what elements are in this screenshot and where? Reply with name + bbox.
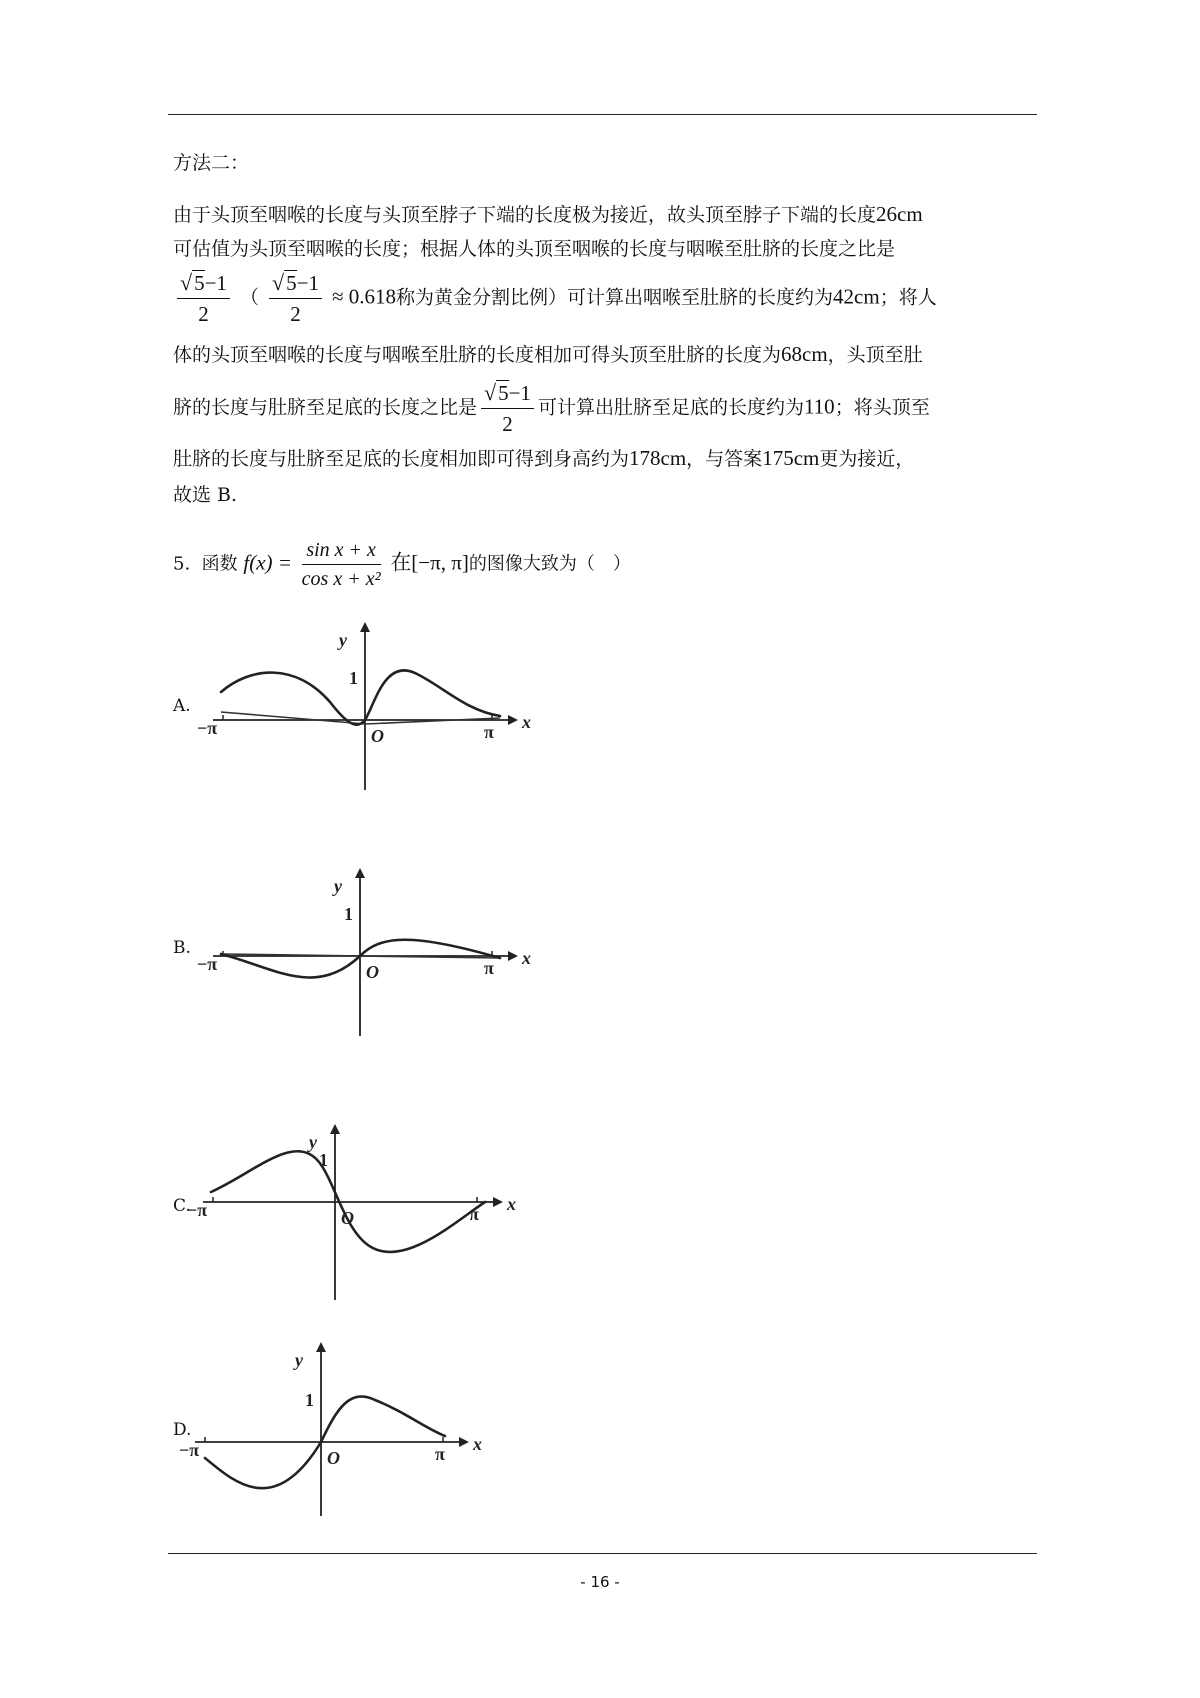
tick-label-one: 1 — [349, 668, 358, 688]
y-axis-arrow — [360, 622, 370, 632]
text-segment: 称为黄金分割比例）可计算出咽喉至肚脐的长度约为 — [396, 286, 834, 309]
golden-ratio-fraction-3: $\frac{√5-1}{2}$ — [481, 378, 534, 439]
minus-one: −1 — [508, 381, 531, 405]
graph-svg — [195, 612, 531, 792]
y-axis-arrow — [355, 868, 365, 878]
golden-ratio-fraction-2: $\frac{√5-1}{2}$ — [269, 268, 322, 329]
tick-label-pi: π — [484, 722, 494, 742]
approx-value: ≈ 0.618 — [332, 284, 397, 309]
x-axis-arrow — [459, 1437, 469, 1447]
tick-label-neg-pi: −π — [179, 1440, 200, 1460]
value-175cm: 175cm — [762, 446, 820, 470]
x-axis-arrow — [508, 715, 518, 725]
paragraph-line-7: 故选 B. — [173, 484, 238, 506]
golden-ratio-fraction: $\frac{√5-1}{2}$ — [177, 268, 230, 329]
tick-label-pi: π — [469, 1204, 479, 1224]
question-prefix: 函数 — [201, 553, 238, 575]
radicand: 5 — [286, 271, 297, 295]
tick-label-pi: π — [484, 958, 494, 978]
text-segment: 更为接近， — [819, 448, 915, 470]
question-number: 5. — [173, 553, 191, 575]
origin-label: O — [371, 726, 384, 746]
text-segment: ；将人 — [879, 286, 937, 309]
x-axis-label: x — [507, 1194, 516, 1214]
value-68cm: 68cm — [781, 342, 828, 366]
open-paren: （ — [239, 286, 259, 309]
text-segment: 肚脐的长度与肚脐至足底的长度相加即可得到身高约为 — [173, 448, 630, 470]
header-rule — [168, 114, 1037, 115]
question-5 — [173, 536, 631, 593]
page-number: - 16 - — [580, 1573, 620, 1591]
denominator: cos x + x² — [301, 568, 381, 590]
text-segment: ；将头顶至 — [834, 396, 930, 419]
radicand: 5 — [498, 381, 509, 405]
denominator: 2 — [502, 412, 513, 436]
function-name: f(x) = — [243, 550, 292, 575]
tick-label-neg-pi: −π — [187, 1200, 208, 1220]
paragraph-line-4 — [173, 340, 923, 367]
tick-label-pi: π — [435, 1444, 445, 1464]
x-axis-arrow — [508, 951, 518, 961]
minus-one: −1 — [204, 271, 227, 295]
tick-label-neg-pi: −π — [197, 954, 218, 974]
y-axis-label: y — [334, 876, 342, 896]
text-segment: 脐的长度与肚脐至足底的长度之比是 — [173, 396, 478, 419]
radicand: 5 — [194, 271, 205, 295]
option-b-label[interactable]: B. — [173, 938, 191, 958]
text-segment: ，头顶至肚 — [827, 344, 923, 366]
value-42cm: 42cm — [833, 284, 880, 309]
paragraph-line-1 — [173, 200, 923, 227]
option-c-label[interactable]: C. — [173, 1196, 191, 1216]
paragraph-line-6 — [173, 444, 914, 471]
function-fraction — [302, 536, 381, 593]
origin-label: O — [341, 1208, 354, 1228]
x-axis-label: x — [522, 948, 531, 968]
option-c-graph[interactable] — [187, 1122, 516, 1302]
option-b-graph[interactable] — [195, 858, 531, 1038]
y-axis-label: y — [309, 1132, 317, 1152]
x-axis-label: x — [522, 712, 531, 732]
y-axis-label: y — [295, 1350, 303, 1370]
y-axis-arrow — [330, 1124, 340, 1134]
value-110: 110 — [803, 394, 835, 419]
text-segment: ，与答案 — [686, 448, 763, 470]
option-a-graph[interactable] — [195, 612, 531, 792]
denominator: 2 — [198, 302, 209, 326]
question-suffix: 的图像大致为（ ） — [468, 553, 631, 575]
tick-label-one: 1 — [344, 904, 353, 924]
denominator: 2 — [290, 302, 301, 326]
x-axis-label: x — [473, 1434, 482, 1454]
option-d-graph[interactable] — [179, 1338, 482, 1518]
paragraph-line-2: 可估值为头顶至咽喉的长度；根据人体的头顶至咽喉的长度与咽喉至肚脐的长度之比是 — [173, 238, 896, 260]
origin-label: O — [327, 1448, 340, 1468]
y-axis-arrow — [316, 1342, 326, 1352]
reference-line — [221, 712, 500, 724]
value-26cm: 26cm — [876, 202, 923, 226]
interval: 在[−π, π] — [390, 550, 469, 575]
graph-svg — [195, 858, 531, 1038]
text-segment: 可计算出肚脐至足底的长度约为 — [537, 396, 804, 419]
x-axis-arrow — [493, 1197, 503, 1207]
tick-label-neg-pi: −π — [197, 718, 218, 738]
tick-label-one: 1 — [319, 1150, 328, 1170]
paragraph-line-5 — [173, 378, 930, 439]
value-178cm: 178cm — [629, 446, 687, 470]
option-d-label[interactable]: D. — [173, 1420, 192, 1440]
origin-label: O — [366, 962, 379, 982]
text-segment: 体的头顶至咽喉的长度与咽喉至肚脐的长度相加可得头顶至肚脐的长度为 — [173, 344, 782, 366]
y-axis-label: y — [339, 630, 347, 650]
minus-one: −1 — [296, 271, 319, 295]
numerator: sin x + x — [306, 539, 376, 561]
method-heading: 方法二： — [173, 152, 250, 174]
tick-label-one: 1 — [305, 1390, 314, 1410]
paragraph-line-3 — [173, 268, 937, 329]
function-curve — [221, 670, 500, 724]
text-segment: 由于头顶至咽喉的长度与头顶至脖子下端的长度极为接近，故头顶至脖子下端的长度 — [173, 204, 877, 226]
graph-svg — [179, 1338, 482, 1518]
footer-rule — [168, 1553, 1037, 1554]
option-a-label[interactable]: A. — [173, 696, 191, 716]
graph-svg — [187, 1122, 516, 1302]
